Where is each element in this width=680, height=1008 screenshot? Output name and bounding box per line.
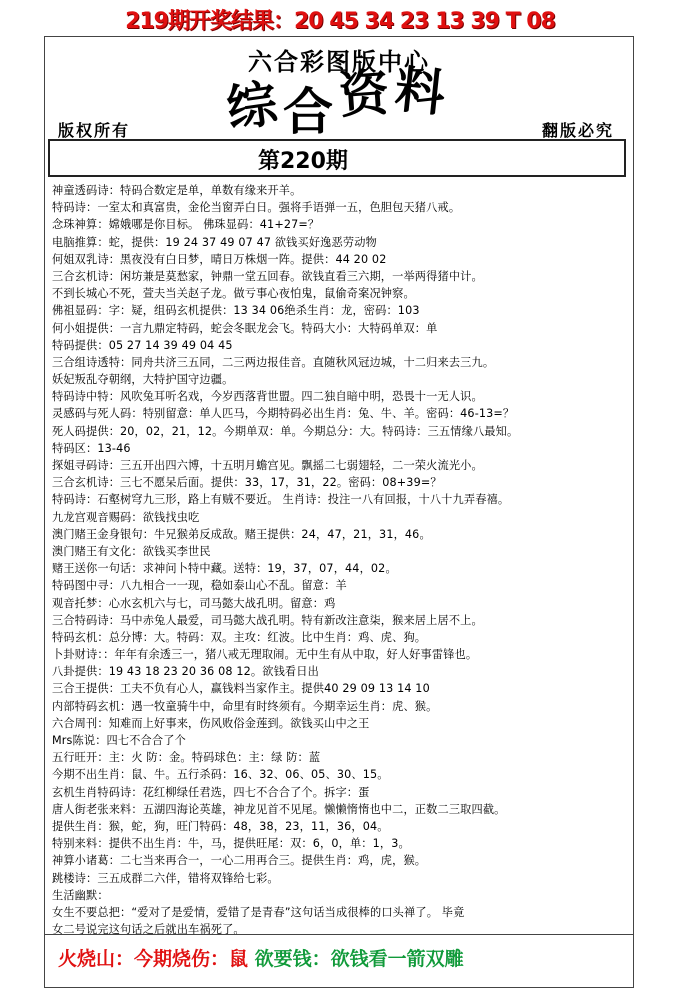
text-line: 跳楼诗：三五成群二六伴，错将双锋给七彩。 [52,871,279,885]
text-line: 玄机生肖特码诗：花红柳绿任君选，四七不合合了个。拆字：蛋 [52,785,370,799]
text-line: 生活幽默： [52,888,109,902]
text-line: 卜卦财诗：：年年有余透三一，猪八戒无理取闹。无中生有从中取，好人好事雷锋也。 [52,648,478,662]
text-line: Mrs陈说：四七不合合了个 [52,734,186,747]
text-line: 三合组诗透特：同舟共济三五同，二三两边报佳音。直随秋风冠边城，十二归来去三九。 [52,355,495,369]
text-line: 特码图中寻：八九相合一一现，稳如泰山心不乱。留意：羊 [52,579,347,593]
text-line: 三合特码诗：马中赤兔人最爱，司马懿大战孔明。特有新改注意柒，猴来居上居不上。 [52,613,483,627]
footer-banner [58,944,464,971]
masthead [44,36,634,140]
text-line: 三合玄机诗：闲坊兼是莫愁家，钟鼎一堂五回春。欲钱直看三六期，一举两得猪中计。 [52,269,483,283]
text-line: 神算小诸葛：二七当来再合一，一心二用再合三。提供生肖：鸡，虎，猴。 [52,854,427,868]
text-line: 九龙宫观音赐码：欲钱找虫吃 [52,510,200,524]
text-line: 三合玄机诗：三七不愿呆后面。提供：33，17，31，22。密码：08+39=？ [52,476,442,490]
footer-label-2: 欲要钱： [248,948,331,970]
big-title-char-4: 料 [392,59,454,124]
text-line: 特码提供：05 27 14 39 49 04 45 [52,338,233,352]
text-line: 三合王提供：工夫不负有心人，赢钱料当家作主。提供40 29 09 13 14 10 [52,682,430,696]
text-line: 死人码提供：20，02，21，12。今期单双：单。今期总分：大。特码诗：三五情缘八最知。 [52,424,519,438]
text-line: 妖妃叛乱夺朝纲，大特护国守边疆。 [52,373,234,387]
text-line: 特码玄机：总分博：大。特码：双。主攻：红波。比中生肖：鸡、虎、狗。 [52,630,427,644]
text-line: 特码诗中特：风吹兔耳听名戏，今岁西落背世盟。四二独自暗中明，恐畏十一无人识。 [52,390,483,404]
text-line: 灵感码与死人码：特别留意：单人匹马，今期特码必出生肖：兔、牛、羊。密码：46-13=？ [52,407,515,421]
text-line: 女生不要总把：“爱对了是爱情，爱错了是青春”这句话当成很棒的口头禅了。 毕竟 [52,905,465,919]
issue-box [48,139,626,177]
footer-label: 火烧山：今期烧伤： [58,948,230,970]
issue-number: 第220期 [258,149,348,174]
text-line: 特码诗：石壑树穹九三形，路上有贼不要近。 生肖诗：投注一八有回报，十八十九弄春禧。 [52,493,510,507]
copyright-note: 版权所有 [58,121,131,140]
footer-hint: 欲钱看一箭双雕 [330,948,464,970]
text-line: 唐人街老张来料：五湖四海论英雄，神龙见首不见尾。懒懒惰惰也中二，正数二三取四截。 [52,802,506,816]
text-line: 内部特码玄机：遇一牧童骑牛中，命里有时终须有。今期幸运生肖：虎、猴。 [52,699,438,713]
content-lines [52,182,630,938]
text-line: 佛祖显码：字：疑，组码玄机提供：13 34 06绝杀生肖：龙，密码：103 [52,304,420,318]
draw-result-line: 219期开奖结果：20 45 34 23 13 39 T 08 [125,9,555,34]
text-line: 提供生肖：猴，蛇，狗，旺门特码：48，38，23，11，36，04。 [52,819,389,833]
text-line: 神童透码诗：特码合数定是单，单数有缘来开羊。 [52,184,302,197]
text-line: 电脑推算：蛇，提供：19 24 37 49 07 47 欲钱买好逸恶劳动物 [52,235,377,249]
text-line: 五行旺开：主：火 防：金。特码球色：主：绿 防：蓝 [52,751,321,765]
text-line: 念珠神算：嫦娥哪是你目标。 佛珠显码：41+27=？ [52,218,320,232]
text-line: 探姐寻码诗：三五开出四六博，十五明月蟾宫见。飘摇二七弱翅轻，二一荣火流光小。 [52,459,483,472]
text-line: 八卦提供：19 43 18 23 20 36 08 12。欲钱看日出 [52,665,319,679]
text-line: 女二号说完这句话之后就出车祸死了。 [52,923,245,937]
footer-zodiac: 鼠 [229,948,249,970]
no-reprint-note: 翻版必究 [541,121,614,140]
text-line: 今期不出生肖：鼠、牛。五行杀码：16、32、06、05、30、15。 [52,768,389,782]
text-line: 不到长城心不死，萱夫当关赵子龙。做亏事心夜怕鬼，鼠偷奇案况钟察。 [52,287,415,301]
text-line: 澳门赌王金身银句：牛兄猴弟反成敌。赌王提供：24，47，21，31，46。 [52,527,431,541]
masthead-title: 六合彩图版中心 [248,47,430,76]
text-line: 澳门赌王有文化：欲钱买李世民 [52,544,211,558]
text-line: 何姐双乳诗：黑夜没有白日梦，晴日万株烟一阵。提供：44 20 02 [52,252,387,266]
text-line: 特码区：13-46 [52,441,131,455]
text-line: 赌王送你一句话：求神问卜特中藏。送特：19，37，07，44，02。 [52,562,397,576]
big-title-char-2: 合 [283,82,339,141]
text-line: 特码诗：一室太和真富贵，金伦当窗弄白日。强将手语弹一五，色胆包天猪八戒。 [52,201,461,215]
text-line: 何小姐提供：一言九鼎定特码，蛇会冬眠龙会飞。特码大小：大特码单双：单 [52,321,438,335]
text-line: 特别来料：提供不出生肖：牛，马，提供旺尾：双：6，0，单：1，3。 [52,837,410,851]
text-line: 观音托梦：心水玄机六与七，司马懿大战孔明。留意：鸡 [52,596,336,610]
big-title-char-1: 综 [223,72,287,139]
text-line: 六合周刊：知难而上好事来，伤风败俗金莲到。欲钱买山中之王 [52,716,370,730]
big-title-char-3: 资 [336,62,397,125]
footer-divider [44,934,634,935]
